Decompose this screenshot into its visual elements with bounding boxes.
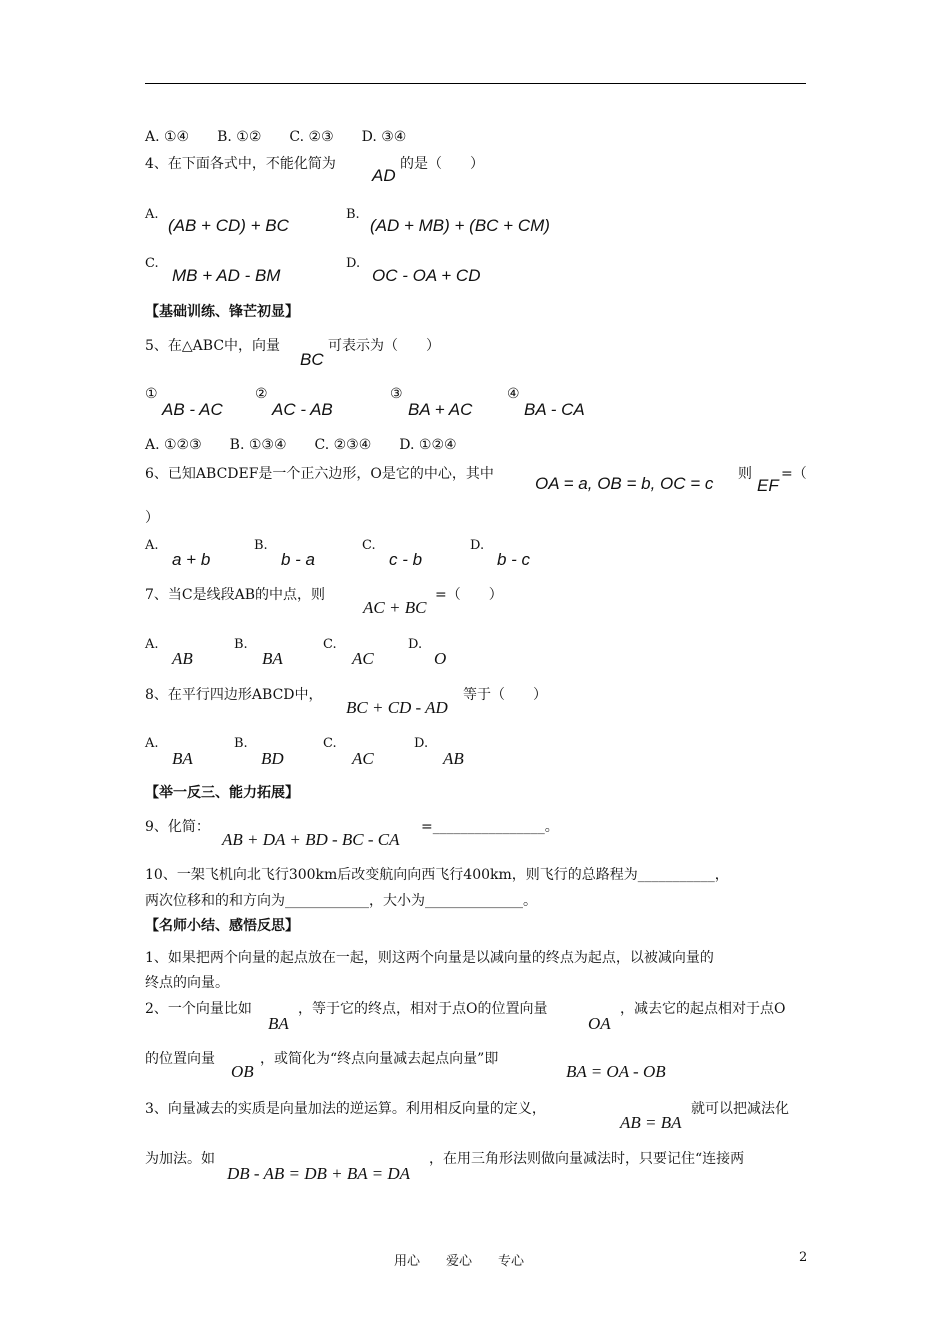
q7-option-c-label: C. [323,637,337,652]
q7-option-a-label: A. [145,637,159,652]
q8-stem-expr: BC + CD - AD [346,698,448,717]
q6-option-a-label: A. [145,538,159,553]
q8-option-c-expr: AC [352,749,374,768]
page-number: 2 [799,1250,808,1265]
q5-option-2-label: ② [255,386,268,402]
q4-option-b-expr: (AD + MB) + (BC + CM) [370,216,550,235]
q6-stem-vector: EF [757,476,779,495]
q6-option-b-label: B. [254,538,268,553]
q6-option-d-expr: b - c [497,550,531,569]
q7-option-b-expr: BA [262,649,283,668]
q6-stem-post: =（ [781,466,807,482]
summary-2-line-2-pre: 的位置向量 [145,1051,215,1067]
summary-3-line-2-post: ，在用三角形法则做向量减法时，只要记住“连接两 [429,1151,745,1167]
q9-stem-pre: 9、化简： [145,819,210,835]
q7-stem-expr: AC + BC [363,598,427,617]
q4-option-a-label: A. [145,207,159,222]
q5-option-4-label: ④ [507,386,520,402]
q4-option-c-label: C. [145,256,159,271]
q6-option-d-label: D. [470,538,485,553]
q8-option-d-expr: AB [443,749,464,768]
q4-option-d-label: D. [346,256,361,271]
summary-3-line-2-pre: 为加法。如 [145,1151,215,1167]
q4-stem-post: 的是（ ） [400,156,484,172]
q7-option-b-label: B. [234,637,248,652]
footer-motto: 用心 爱心 专心 [394,1254,525,1269]
q5-stem-vector: BC [300,350,324,369]
q5-option-4-expr: BA - CA [524,400,585,419]
q5-stem-pre: 5、在△ABC中，向量 [145,338,281,354]
q4-option-c-expr: MB + AD - BM [172,266,281,285]
section-heading-extension: 【举一反三、能力拓展】 [145,785,299,801]
q5-stem-post: 可表示为（ ） [328,338,440,354]
q5-option-1-expr: AB - AC [162,400,223,419]
q6-option-a-expr: a + b [172,550,211,569]
summary-2-line-2-mid: ，或简化为“终点向量减去起点向量”即 [260,1051,499,1067]
summary-1-line-1: 1、如果把两个向量的起点放在一起，则这两个向量是以减向量的终点为起点，以被减向量的 [145,950,714,966]
summary-2-vector-oa: OA [588,1014,611,1033]
q4-stem-pre: 4、在下面各式中，不能化简为 [145,156,336,172]
q10-line-1: 10、一架飞机向北飞行300km后改变航向向西飞行400km，则飞行的总路程为___________， [145,867,729,883]
q5-option-3-expr: BA + AC [408,400,473,419]
q7-stem-pre: 7、当C是线段AB的中点，则 [145,587,326,603]
summary-2-vector-ob: OB [231,1062,254,1081]
q8-stem-post: 等于（ ） [463,687,547,703]
summary-3-expr-1: AB = BA [620,1113,682,1132]
q4-option-d-expr: OC - OA + CD [372,266,481,285]
q5-options: A. ①②③ B. ①③④ C. ②③④ D. ①②④ [145,437,457,453]
q8-option-c-label: C. [323,736,337,751]
section-heading-basic: 【基础训练、锋芒初显】 [145,304,299,320]
q6-stem-expr: OA = a, OB = b, OC = c [535,474,714,493]
q8-option-a-expr: BA [172,749,193,768]
summary-2-mid-1: ，等于它的终点，相对于点O的位置向量 [298,1001,548,1017]
q6-stem-close: ） [145,510,159,526]
q10-line-2: 两次位移和的和方向为____________，大小为______________。 [145,893,537,909]
q4-option-b-label: B. [346,207,360,222]
q7-option-d-expr: O [434,649,447,668]
q7-option-a-expr: AB [172,649,193,668]
summary-2-vector-ba: BA [268,1014,289,1033]
summary-2-expr: BA = OA - OB [566,1062,666,1081]
q7-option-d-label: D. [408,637,423,652]
q6-stem-then: 则 [738,466,752,482]
header-rule [145,83,806,84]
summary-3-pre: 3、向量减去的实质是向量加法的逆运算。利用相反向量的定义， [145,1101,546,1117]
summary-1-line-2: 终点的向量。 [145,975,229,991]
q4-option-a-expr: (AB + CD) + BC [168,216,289,235]
q3-options: A. ①④ B. ①② C. ②③ D. ③④ [145,129,407,145]
q6-stem-pre: 6、已知ABCDEF是一个正六边形，O是它的中心，其中 [145,466,494,482]
q7-option-c-expr: AC [352,649,374,668]
q6-option-b-expr: b - a [281,550,316,569]
summary-2-pre: 2、一个向量比如 [145,1001,252,1017]
section-heading-summary: 【名师小结、感悟反思】 [145,918,299,934]
q5-option-1-label: ① [145,386,158,402]
q8-option-b-expr: BD [261,749,284,768]
q8-option-d-label: D. [414,736,429,751]
q9-stem-expr: AB + DA + BD - BC - CA [222,830,400,849]
q7-stem-post: =（ ） [435,587,503,603]
q6-option-c-label: C. [362,538,376,553]
q8-stem-pre: 8、在平行四边形ABCD中， [145,687,323,703]
q8-option-b-label: B. [234,736,248,751]
q5-option-2-expr: AC - AB [272,400,333,419]
q4-stem-vector: AD [372,166,396,185]
q6-option-c-expr: c - b [389,550,423,569]
q9-stem-post: =________________。 [421,819,559,835]
summary-3-post: 就可以把减法化 [691,1101,789,1117]
q8-option-a-label: A. [145,736,159,751]
q5-option-3-label: ③ [390,386,403,402]
summary-2-mid-2: ，减去它的起点相对于点O [620,1001,786,1017]
summary-3-expr-2: DB - AB = DB + BA = DA [227,1164,410,1183]
